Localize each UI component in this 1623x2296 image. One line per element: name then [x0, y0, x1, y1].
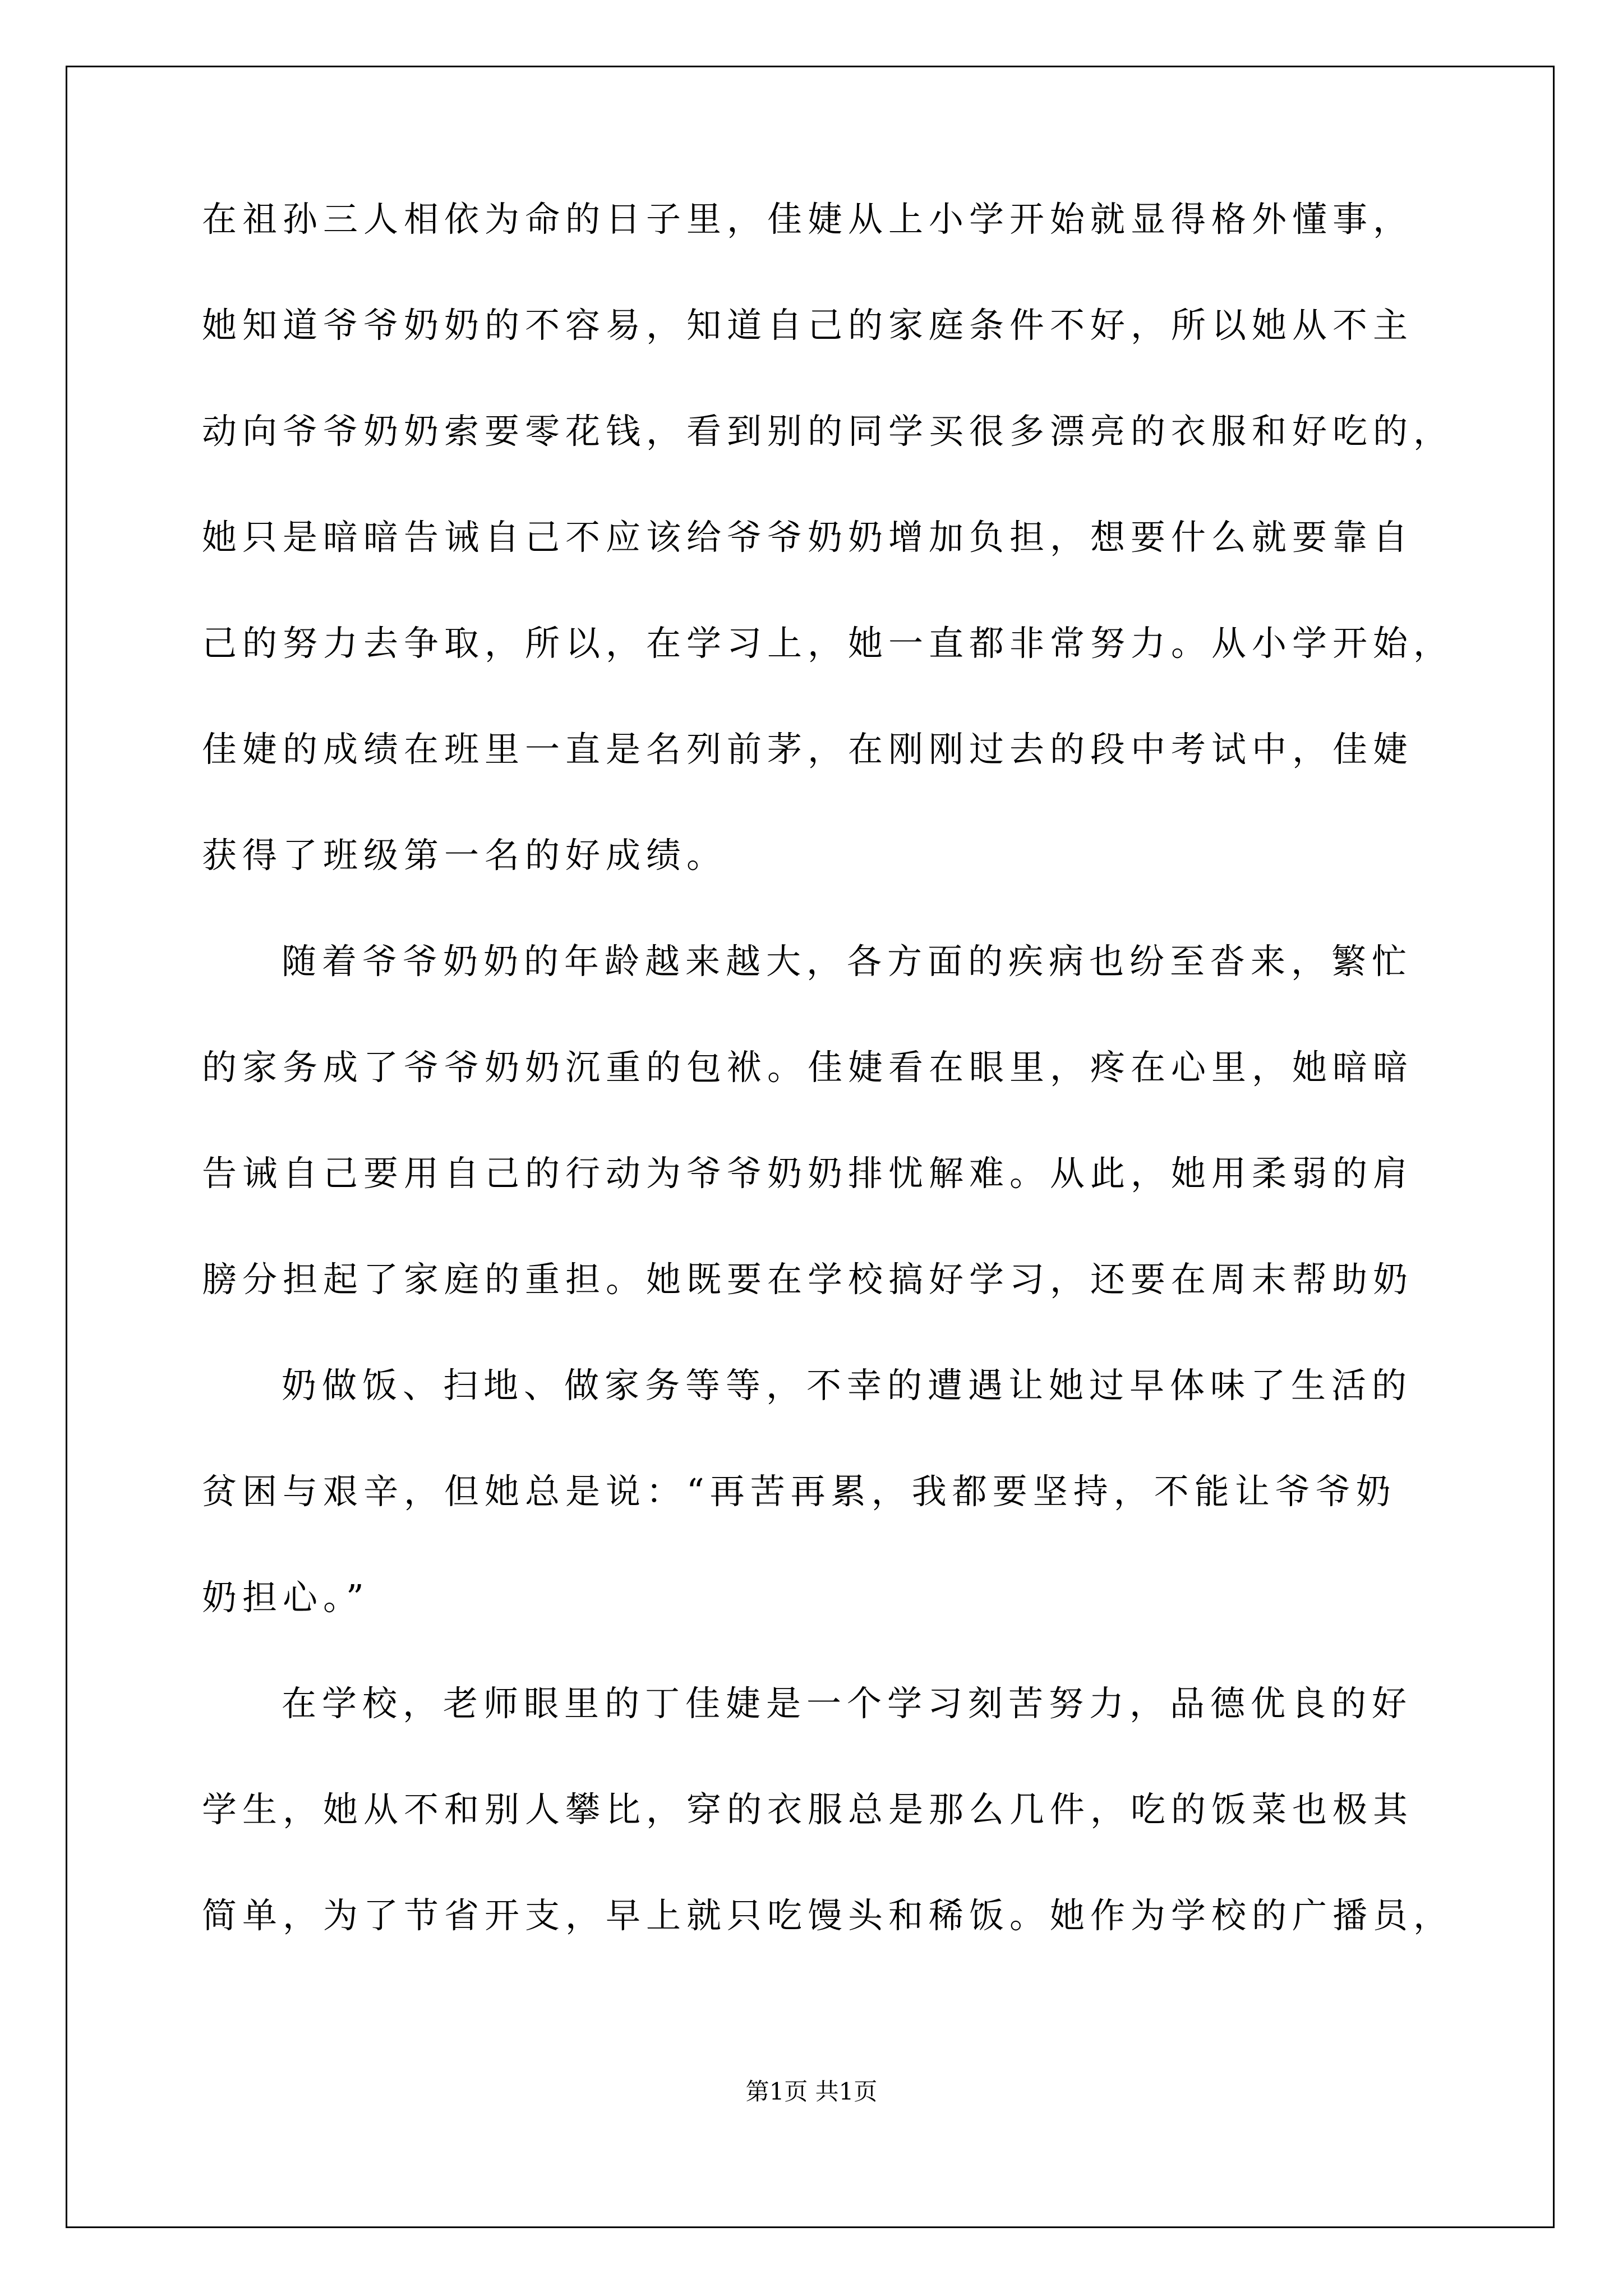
paragraph-line: 她只是暗暗告诫自己不应该给爷爷奶奶增加负担，想要什么就要靠自: [202, 517, 1414, 558]
paragraph-line: 动向爷爷奶奶索要零花钱，看到别的同学买很多漂亮的衣服和好吃的，: [202, 411, 1454, 452]
paragraph-line: 佳婕的成绩在班里一直是名列前茅，在刚刚过去的段中考试中，佳婕: [202, 729, 1414, 770]
paragraph-line: 在祖孙三人相依为命的日子里，佳婕从上小学开始就显得格外懂事，: [202, 199, 1414, 240]
paragraph-line: 获得了班级第一名的好成绩。: [202, 835, 727, 876]
paragraph-line: 告诫自己要用自己的行动为爷爷奶奶排忧解难。从此，她用柔弱的肩: [202, 1153, 1414, 1194]
paragraph-line: 奶担心。”: [202, 1577, 370, 1618]
paragraph-line: 学生，她从不和别人攀比，穿的衣服总是那么几件，吃的饭菜也极其: [202, 1789, 1414, 1830]
paragraph-line: 简单，为了节省开支，早上就只吃馒头和稀饭。她作为学校的广播员，: [202, 1895, 1454, 1936]
paragraph-line: 奶做饭、扫地、做家务等等，不幸的遭遇让她过早体味了生活的: [282, 1365, 1413, 1406]
paragraph-line: 的家务成了爷爷奶奶沉重的包袱。佳婕看在眼里，疼在心里，她暗暗: [202, 1047, 1414, 1088]
paragraph-line: 膀分担起了家庭的重担。她既要在学校搞好学习，还要在周末帮助奶: [202, 1259, 1414, 1300]
paragraph-line: 在学校，老师眼里的丁佳婕是一个学习刻苦努力，品德优良的好: [282, 1683, 1413, 1724]
page-number-footer: 第1页 共1页: [745, 2078, 878, 2105]
paragraph-line: 己的努力去争取，所以，在学习上，她一直都非常努力。从小学开始，: [202, 623, 1454, 664]
paragraph-line: 随着爷爷奶奶的年龄越来越大，各方面的疾病也纷至沓来，繁忙: [282, 941, 1413, 982]
paragraph-line: 贫困与艰辛，但她总是说：“再苦再累，我都要坚持，不能让爷爷奶: [202, 1471, 1396, 1512]
paragraph-line: 她知道爷爷奶奶的不容易，知道自己的家庭条件不好，所以她从不主: [202, 305, 1414, 346]
